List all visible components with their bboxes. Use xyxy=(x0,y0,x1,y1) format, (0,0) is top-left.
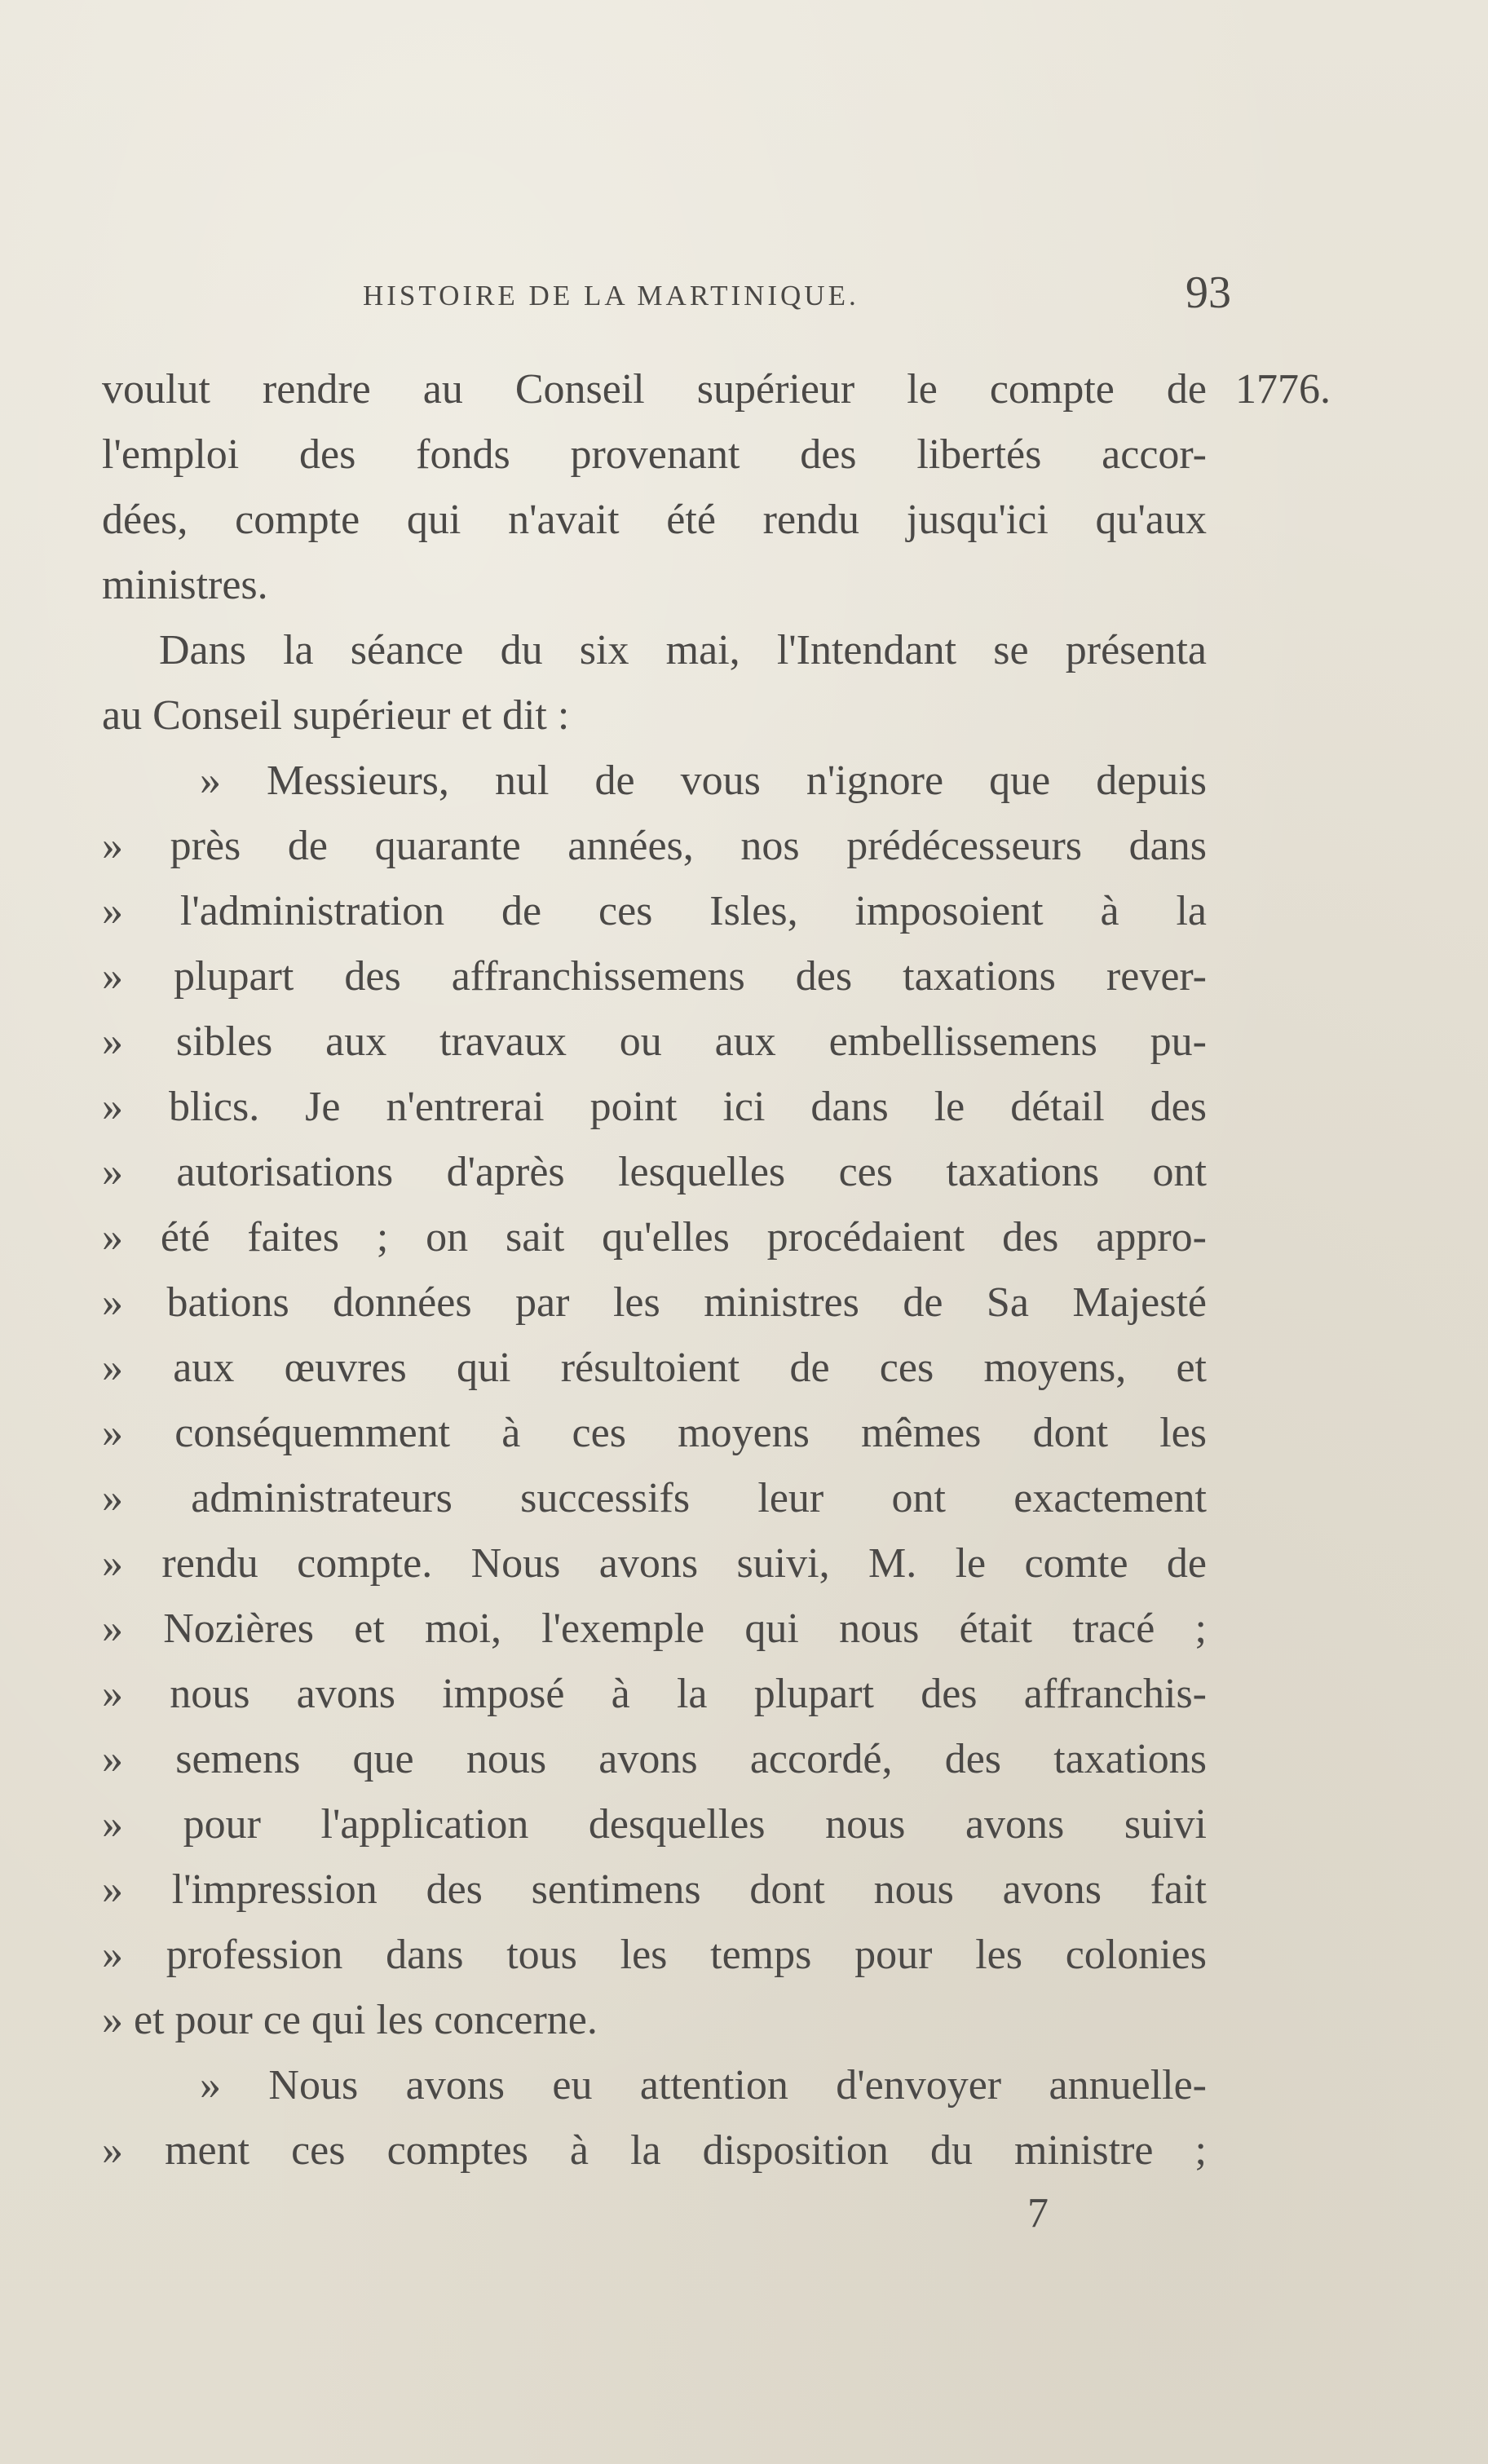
text-line: » administrateurs successifs leur ont exactement xyxy=(102,1475,1207,1521)
text-line: » aux œuvres qui résultoient de ces moyens, et xyxy=(102,1345,1207,1391)
text-line: ministres. xyxy=(102,562,268,608)
text-line: » près de quarante années, nos prédécesseurs dans xyxy=(102,823,1207,869)
text-line: » rendu compte. Nous avons suivi, M. le comte de xyxy=(102,1540,1207,1587)
text-line: » l'impression des sentimens dont nous avons fait xyxy=(102,1866,1207,1913)
text-line: » et pour ce qui les concerne. xyxy=(102,1997,598,2043)
page-number: 93 xyxy=(1186,267,1231,318)
text-line: » pour l'application desquelles nous avons suivi xyxy=(102,1801,1207,1848)
text-line: » Messieurs, nul de vous n'ignore que depuis xyxy=(200,757,1207,804)
text-line: » nous avons imposé à la plupart des affranchis- xyxy=(102,1671,1207,1717)
text-line: » semens que nous avons accordé, des taxations xyxy=(102,1736,1207,1782)
text-line: » blics. Je n'entrerai point ici dans le détail des xyxy=(102,1084,1207,1130)
running-head xyxy=(363,267,1231,322)
margin-year: 1776. xyxy=(1235,366,1331,413)
text-line: » Nous avons eu attention d'envoyer annuelle- xyxy=(200,2062,1207,2109)
text-line: » l'administration de ces Isles, imposoient à la xyxy=(102,888,1207,934)
text-line: » ment ces comptes à la disposition du ministre ; xyxy=(102,2127,1207,2174)
text-line: l'emploi des fonds provenant des libertés accor- xyxy=(102,431,1207,478)
text-line: dées, compte qui n'avait été rendu jusqu'ici qu'aux xyxy=(102,497,1207,543)
text-line: » bations données par les ministres de Sa Majesté xyxy=(102,1279,1207,1326)
running-title: HISTOIRE DE LA MARTINIQUE. xyxy=(363,280,859,311)
text-line: » sibles aux travaux ou aux embellissemens pu- xyxy=(102,1018,1207,1065)
text-line: » plupart des affranchissemens des taxations rever- xyxy=(102,953,1207,1000)
text-line: voulut rendre au Conseil supérieur le compte de xyxy=(102,366,1207,413)
text-line: » profession dans tous les temps pour les colonies xyxy=(102,1932,1207,1978)
text-line: » été faites ; on sait qu'elles procédaient des appro- xyxy=(102,1214,1207,1261)
text-line: au Conseil supérieur et dit : xyxy=(102,692,570,739)
text-line: » autorisations d'après lesquelles ces taxations ont xyxy=(102,1149,1207,1195)
signature-mark: 7 xyxy=(1027,2190,1049,2237)
text-line: » conséquemment à ces moyens mêmes dont les xyxy=(102,1410,1207,1456)
text-line: Dans la séance du six mai, l'Intendant se présenta xyxy=(159,627,1207,673)
text-line: » Nozières et moi, l'exemple qui nous était tracé ; xyxy=(102,1605,1207,1652)
